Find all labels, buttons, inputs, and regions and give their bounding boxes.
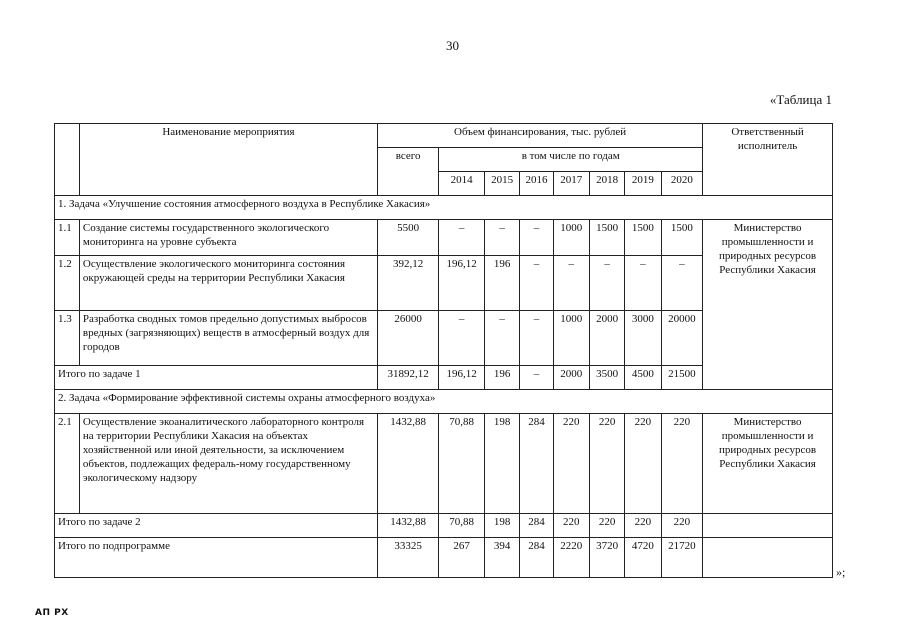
header-year: 2018 bbox=[589, 172, 624, 196]
row-2019: 3000 bbox=[625, 311, 661, 366]
subtotal-2020: 220 bbox=[661, 514, 703, 538]
row-number: 1.3 bbox=[55, 311, 80, 366]
row-2016: 284 bbox=[520, 414, 553, 514]
subtotal-2019: 4500 bbox=[625, 366, 661, 390]
grand-total-label: Итого по подпрограмме bbox=[55, 538, 378, 578]
row-2019: 220 bbox=[625, 414, 661, 514]
task2-subtotal-row bbox=[55, 514, 833, 538]
header-year: 2015 bbox=[485, 172, 520, 196]
task1-title-row bbox=[55, 196, 833, 220]
grand-total-row bbox=[55, 538, 833, 578]
subtotal-total: 31892,12 bbox=[378, 366, 439, 390]
row-2016: – bbox=[520, 256, 553, 311]
grand-total-2018: 3720 bbox=[589, 538, 624, 578]
table-row bbox=[55, 220, 833, 256]
grand-total-2015: 394 bbox=[485, 538, 520, 578]
row-2014: 70,88 bbox=[439, 414, 485, 514]
row-2018: 1500 bbox=[589, 220, 624, 256]
row-name: Осуществление экоаналитического лабораторного контроля на территории Республики Хакасия на объектах хозяйственной или иной деятельности, за исключением объектов, подлежащих федераль-ному государственному экологическому надзору bbox=[79, 414, 377, 514]
row-2015: 196 bbox=[485, 256, 520, 311]
subtotal-2019: 220 bbox=[625, 514, 661, 538]
subtotal-total: 1432,88 bbox=[378, 514, 439, 538]
row-number: 2.1 bbox=[55, 414, 80, 514]
closing-quote: »; bbox=[836, 565, 846, 579]
subtotal-2020: 21500 bbox=[661, 366, 703, 390]
subtotal-2017: 2000 bbox=[553, 366, 589, 390]
header-year: 2014 bbox=[439, 172, 485, 196]
subtotal-2018: 3500 bbox=[589, 366, 624, 390]
subtotal-label: Итого по задаче 1 bbox=[55, 366, 378, 390]
header-by-years: в том числе по годам bbox=[439, 148, 703, 172]
header-year: 2020 bbox=[661, 172, 703, 196]
table-label: «Таблица 1 bbox=[769, 92, 832, 107]
header-name: Наименование мероприятия bbox=[79, 124, 377, 196]
page-number: 30 bbox=[446, 38, 459, 53]
row-2020: 20000 bbox=[661, 311, 703, 366]
row-2018: – bbox=[589, 256, 624, 311]
row-2016: – bbox=[520, 220, 553, 256]
task2-responsible: Министерство промышленности и природных ресурсов Республики Хакасия bbox=[703, 414, 833, 514]
row-2020: – bbox=[661, 256, 703, 311]
stamp-mark: АП РХ bbox=[35, 608, 69, 618]
subtotal-2016: 284 bbox=[520, 514, 553, 538]
row-total: 392,12 bbox=[378, 256, 439, 311]
row-2018: 220 bbox=[589, 414, 624, 514]
row-2020: 220 bbox=[661, 414, 703, 514]
row-2020: 1500 bbox=[661, 220, 703, 256]
row-2017: 220 bbox=[553, 414, 589, 514]
row-2018: 2000 bbox=[589, 311, 624, 366]
grand-total-2017: 2220 bbox=[553, 538, 589, 578]
row-2015: – bbox=[485, 311, 520, 366]
row-name: Разработка сводных томов предельно допустимых выбросов вредных (загрязняющих) веществ в атмосферный воздух для городов bbox=[79, 311, 377, 366]
subtotal-2014: 70,88 bbox=[439, 514, 485, 538]
subtotal-label: Итого по задаче 2 bbox=[55, 514, 378, 538]
subtotal-2015: 198 bbox=[485, 514, 520, 538]
header-year: 2019 bbox=[625, 172, 661, 196]
subtotal-2015: 196 bbox=[485, 366, 520, 390]
header-total: всего bbox=[378, 148, 439, 196]
row-name: Создание системы государственного экологического мониторинга на уровне субъекта bbox=[79, 220, 377, 256]
row-2019: 1500 bbox=[625, 220, 661, 256]
row-total: 26000 bbox=[378, 311, 439, 366]
row-number: 1.1 bbox=[55, 220, 80, 256]
funding-table bbox=[54, 123, 833, 578]
row-number: 1.2 bbox=[55, 256, 80, 311]
row-2017: 1000 bbox=[553, 220, 589, 256]
row-2017: 1000 bbox=[553, 311, 589, 366]
task2-title-row bbox=[55, 390, 833, 414]
header-year: 2016 bbox=[520, 172, 553, 196]
row-2016: – bbox=[520, 311, 553, 366]
subtotal-2014: 196,12 bbox=[439, 366, 485, 390]
subtotal-2017: 220 bbox=[553, 514, 589, 538]
row-2017: – bbox=[553, 256, 589, 311]
grand-total-2019: 4720 bbox=[625, 538, 661, 578]
row-2014: – bbox=[439, 220, 485, 256]
row-name: Осуществление экологического мониторинга состояния окружающей среды на территории Республики Хакасия bbox=[79, 256, 377, 311]
row-2014: 196,12 bbox=[439, 256, 485, 311]
row-total: 5500 bbox=[378, 220, 439, 256]
grand-total-total: 33325 bbox=[378, 538, 439, 578]
row-2015: – bbox=[485, 220, 520, 256]
row-2019: – bbox=[625, 256, 661, 311]
row-2015: 198 bbox=[485, 414, 520, 514]
empty-cell bbox=[703, 514, 833, 538]
task1-responsible: Министерство промышленности и природных ресурсов Республики Хакасия bbox=[703, 220, 833, 390]
empty-cell bbox=[703, 538, 833, 578]
subtotal-2018: 220 bbox=[589, 514, 624, 538]
subtotal-2016: – bbox=[520, 366, 553, 390]
task2-title: 2. Задача «Формирование эффективной системы охраны атмосферного воздуха» bbox=[55, 390, 833, 414]
header-funding: Объем финансирования, тыс. рублей bbox=[378, 124, 703, 148]
grand-total-2020: 21720 bbox=[661, 538, 703, 578]
header-year: 2017 bbox=[553, 172, 589, 196]
header-responsible: Ответственный исполнитель bbox=[703, 124, 833, 196]
grand-total-2016: 284 bbox=[520, 538, 553, 578]
row-2014: – bbox=[439, 311, 485, 366]
header-num-cell bbox=[55, 124, 80, 196]
row-total: 1432,88 bbox=[378, 414, 439, 514]
header-row-1 bbox=[55, 124, 833, 148]
table-row bbox=[55, 414, 833, 514]
grand-total-2014: 267 bbox=[439, 538, 485, 578]
task1-title: 1. Задача «Улучшение состояния атмосферного воздуха в Республике Хакасия» bbox=[55, 196, 833, 220]
